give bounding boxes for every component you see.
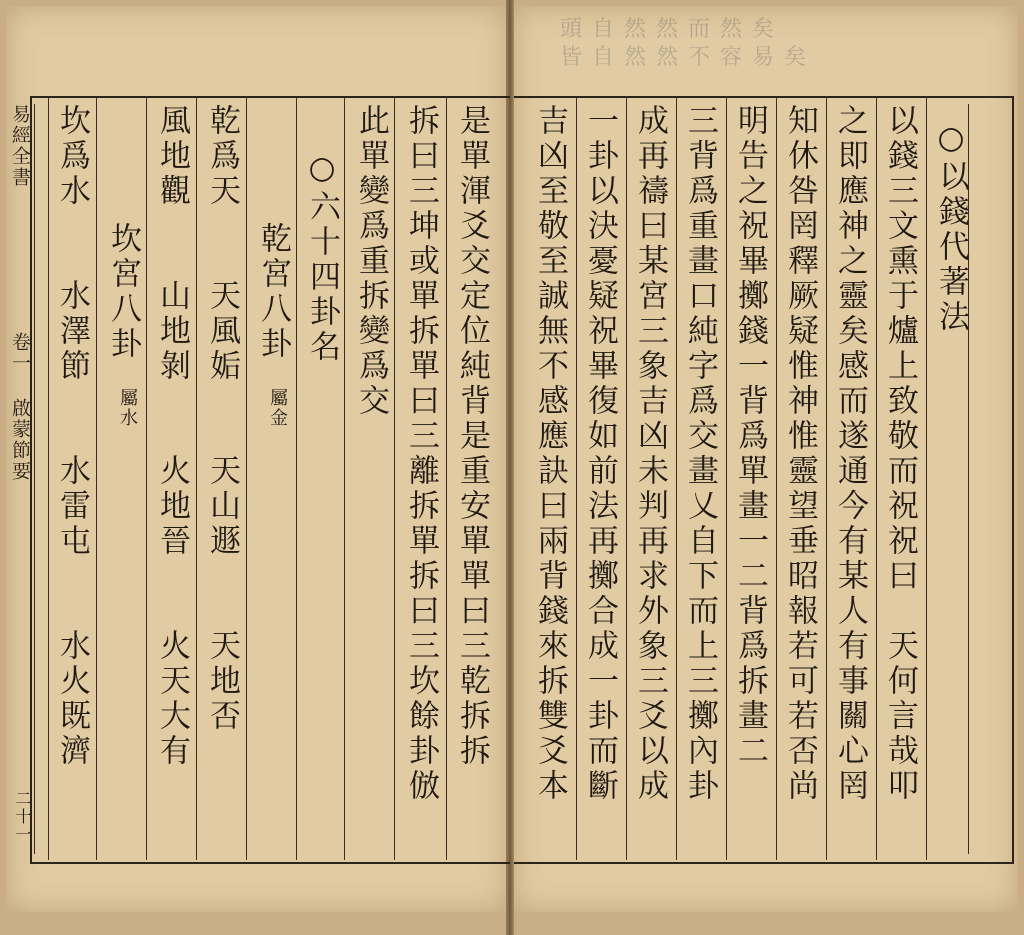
section-heading: ○以錢代著法 <box>933 120 969 335</box>
column-rule <box>296 96 297 860</box>
book-title: 易經全書 <box>9 104 31 188</box>
bleed-line-1: 頭自然然而然矣 <box>560 17 785 42</box>
section-heading: ○六十四卦名 <box>304 150 340 365</box>
column-rule <box>146 96 147 860</box>
column-rule <box>446 96 447 860</box>
bleed-line-2: 皆自然然不容易矣 <box>560 45 817 70</box>
text-column: 吉凶至敬至誠無不感應訣曰兩背錢來拆雙爻本 <box>532 104 568 804</box>
column-rule <box>826 96 827 860</box>
column-rule <box>926 96 927 860</box>
palace-note: 屬水 <box>117 388 138 428</box>
column-rule <box>344 96 345 860</box>
right-margin-stub <box>968 104 999 854</box>
column-rule <box>246 96 247 860</box>
text-column: 此單變爲重拆變爲交 <box>353 104 389 419</box>
hexagram-row: 乾爲天 天風姤 天山遯 天地否 <box>204 104 240 734</box>
hexagram-row: 坎爲水 水澤節 水雷屯 水火既濟 <box>54 104 90 769</box>
text-column: 之即應神之靈矣感而遂通今有某人有事關心罔 <box>832 104 868 804</box>
folio-number: 二十一 <box>13 790 32 844</box>
palace-note: 屬金 <box>267 388 288 428</box>
text-column: 是單渾爻交定位純背是重安單單曰三乾拆拆 <box>454 104 490 769</box>
text-column: 拆曰三坤或單拆單曰三離拆單拆曰三坎餘卦倣 <box>403 104 439 804</box>
text-column: 以錢三文熏于爐上致敬而祝祝曰 天何言哉叩 <box>882 104 918 804</box>
column-rule <box>96 96 97 860</box>
left-margin-label <box>9 104 35 854</box>
column-rule <box>626 96 627 860</box>
text-column: 明告之祝畢擲錢一背爲單畫一二背爲拆畫二 <box>732 104 768 769</box>
text-column: 知休咎罔釋厥疑惟神惟靈望垂昭報若可若否尚 <box>782 104 818 804</box>
column-rule <box>776 96 777 860</box>
bleed-through-text <box>560 16 950 76</box>
column-rule <box>196 96 197 860</box>
palace-heading: 乾宮八卦 <box>255 222 291 362</box>
column-rule <box>576 96 577 860</box>
column-rule <box>726 96 727 860</box>
text-column: 成再禱曰某宮三象吉凶未判再求外象三爻以成 <box>632 104 668 804</box>
column-rule <box>676 96 677 860</box>
chapter-label: 卷一 啟蒙節要 <box>9 332 31 482</box>
hexagram-row: 風地觀 山地剝 火地晉 火天大有 <box>154 104 190 769</box>
column-rule <box>48 96 49 860</box>
palace-heading: 坎宮八卦 <box>105 222 141 362</box>
text-column: 三背爲重畫口純字爲交畫乂自下而上三擲內卦 <box>682 104 718 804</box>
column-rule <box>876 96 877 860</box>
text-column: 一卦以決憂疑祝畢復如前法再擲合成一卦而斷 <box>582 104 618 804</box>
column-rule <box>394 96 395 860</box>
